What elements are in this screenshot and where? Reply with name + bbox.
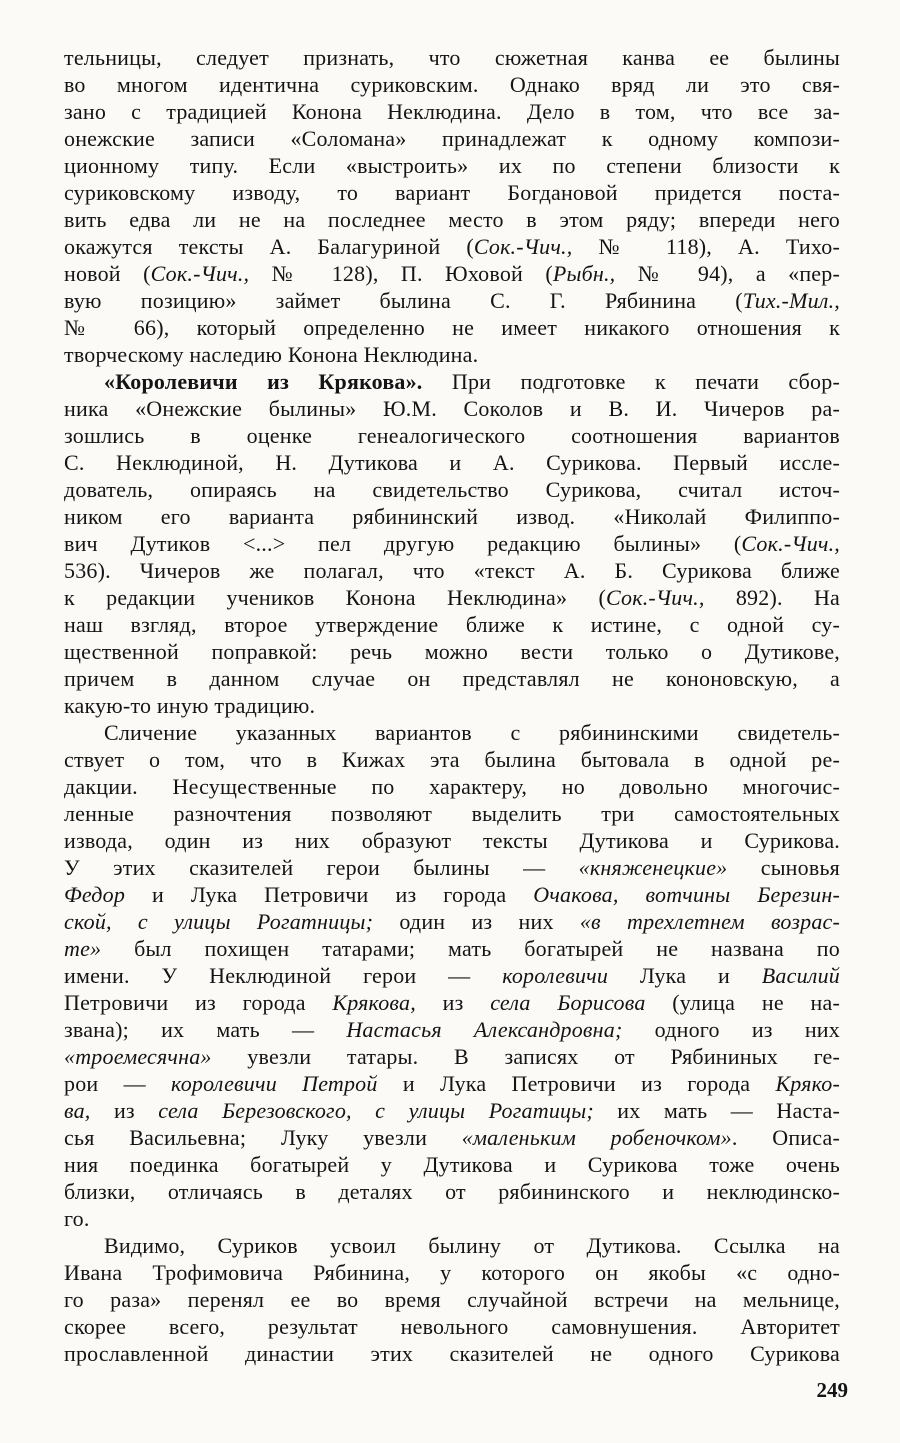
italic-run: Рыбн.,	[552, 261, 616, 286]
text-line: го.	[64, 1206, 90, 1231]
text-line: ва, из села Березовского, с улицы Рогатицы; их мать — Наста-	[64, 1098, 841, 1123]
italic-run: Василий	[761, 963, 840, 988]
text-line: дователь, опираясь на свидетельство Сурикова, считал источ-	[64, 477, 840, 502]
text-line: прославленной династии этих сказителей не одного Сурикова	[64, 1341, 840, 1366]
text-line: ником его варианта рябининский извод. «Николай Филиппо-	[64, 504, 840, 529]
text-line: причем в данном случае он представлял не кононовскую, а	[64, 666, 840, 691]
text-line: С. Неклюдиной, Н. Дутикова и А. Сурикова. Первый иссле-	[64, 450, 840, 475]
text-line: звана); их мать — Настасья Александровна; одного из них	[64, 1017, 840, 1042]
italic-run: королевичи Петрой	[171, 1071, 378, 1096]
text-line: го раза» перенял ее во время случайной встречи на мельнице,	[64, 1287, 840, 1312]
text-line: близки, отличаясь в деталях от рябининского и неклюдинско-	[64, 1179, 840, 1204]
italic-run: ской, с улицы Рогатницы;	[64, 909, 374, 934]
italic-run: «в трехлетнем возрас-	[579, 909, 841, 934]
text-line: 536). Чичеров же полагал, что «текст А. Б. Сурикова ближе	[64, 558, 840, 583]
paragraph	[64, 44, 840, 368]
italic-run: Настасья Александровна;	[346, 1017, 623, 1042]
text-line: какую-то иную традицию.	[64, 693, 316, 718]
text-line: тельницы, следует признать, что сюжетная канва ее былины	[64, 45, 840, 70]
italic-run: «маленьким робеночком»	[461, 1125, 732, 1150]
text-line: имени. У Неклюдиной герои — королевичи Лука и Василий	[64, 963, 840, 988]
text-line: рои — королевичи Петрой и Лука Петровичи из города Кряко-	[64, 1071, 840, 1096]
text-line: щественной поправкой: речь можно вести только о Дутикове,	[64, 639, 840, 664]
text-line: вую позицию» займет былина С. Г. Рябинина (Тих.-Мил.,	[64, 288, 840, 313]
paragraph	[64, 1232, 840, 1367]
text-line: № 66), который определенно не имеет никакого отношения к	[64, 315, 840, 340]
text-line: ника «Онежские былины» Ю.М. Соколов и В. И. Чичеров ра-	[64, 396, 840, 421]
italic-run: ва,	[64, 1098, 91, 1123]
text-line: наш взгляд, второе утверждение ближе к истине, с одной су-	[64, 612, 840, 637]
italic-run: Сок.-Чич.,	[741, 531, 840, 556]
italic-run: села Березовского, с улицы Рогатицы;	[158, 1098, 594, 1123]
text-line: сья Васильевна; Луку увезли «маленьким робеночком». Описа-	[64, 1125, 840, 1150]
italic-run: «княженецкие»	[578, 855, 728, 880]
text-line: зано с традицией Конона Неклюдина. Дело в том, что все за-	[64, 99, 840, 124]
italic-run: Федор	[64, 882, 126, 907]
text-line: Ивана Трофимовича Рябинина, у которого он якобы «с одно-	[64, 1260, 840, 1285]
text-line: онежские записи «Соломана» принадлежат к одному компози-	[64, 126, 840, 151]
text-line: ствует о том, что в Кижах эта былина бытовала в одной ре-	[64, 747, 840, 772]
paragraph	[64, 368, 840, 719]
text-line: к редакции учеников Конона Неклюдина» (Сок.-Чич., 892). На	[64, 585, 840, 610]
italic-run: села Борисова	[490, 990, 646, 1015]
text-line: те» был похищен татарами; мать богатырей не названа по	[64, 936, 840, 961]
italic-run: Сок.-Чич.,	[605, 585, 705, 610]
text-line: «Королевичи из Крякова». При подготовке к печати сбор-	[104, 369, 840, 394]
text-line: зошлись в оценке генеалогического соотношения вариантов	[64, 423, 840, 448]
text-line: вич Дутиков <...> пел другую редакцию былины» (Сок.-Чич.,	[64, 531, 840, 556]
text-line: вить едва ли не на последнее место в этом ряду; впереди него	[64, 207, 840, 232]
text-line: окажутся тексты А. Балагуриной (Сок.-Чич., № 118), А. Тихо-	[64, 234, 840, 259]
italic-run: Сок.-Чич.,	[473, 234, 573, 259]
italic-run: Кряко-	[775, 1071, 840, 1096]
text-line: Сличение указанных вариантов с рябининскими свидетель-	[104, 720, 840, 745]
bold-run: «Королевичи из Крякова».	[104, 369, 423, 394]
italic-run: Тих.-Мил.,	[742, 288, 840, 313]
text-line: дакции. Несущественные по характеру, но довольно многочис-	[64, 774, 840, 799]
italic-run: «троемесячна»	[64, 1044, 212, 1069]
page-number: 249	[816, 1378, 848, 1402]
italic-run: те»	[64, 936, 102, 961]
text-line: извода, один из них образуют тексты Дутикова и Сурикова.	[64, 828, 840, 853]
italic-run: Крякова,	[332, 990, 416, 1015]
paragraph	[64, 719, 840, 1232]
text-line: У этих сказителей герои былины — «княженецкие» сыновья	[64, 855, 840, 880]
text-line: творческому наследию Конона Неклюдина.	[64, 342, 479, 367]
text-line: новой (Сок.-Чич., № 128), П. Юховой (Рыбн., № 94), а «пер-	[64, 261, 840, 286]
text-line: ния поединка богатырей у Дутикова и Сурикова тоже очень	[64, 1152, 840, 1177]
page-text	[64, 44, 840, 1367]
text-line: скорее всего, результат невольного самовнушения. Авторитет	[64, 1314, 840, 1339]
text-line: ционному типу. Если «выстроить» их по степени близости к	[64, 153, 840, 178]
text-line: во многом идентична суриковским. Однако вряд ли это свя-	[64, 72, 840, 97]
italic-run: королевичи	[502, 963, 609, 988]
text-line: суриковскому изводу, то вариант Богдановой придется поста-	[64, 180, 840, 205]
italic-run: Сок.-Чич.,	[150, 261, 250, 286]
text-line: Петровичи из города Крякова, из села Борисова (улица не на-	[64, 990, 840, 1015]
text-line: ленные разночтения позволяют выделить три самостоятельных	[64, 801, 840, 826]
text-line: ской, с улицы Рогатницы; один из них «в трехлетнем возрас-	[64, 909, 841, 934]
text-line: Федор и Лука Петровичи из города Очакова, вотчины Березин-	[64, 882, 840, 907]
text-line: «троемесячна» увезли татары. В записях от Рябининых ге-	[64, 1044, 840, 1069]
text-line: Видимо, Суриков усвоил былину от Дутикова. Ссылка на	[104, 1233, 840, 1258]
italic-run: Очакова, вотчины Березин-	[533, 882, 840, 907]
